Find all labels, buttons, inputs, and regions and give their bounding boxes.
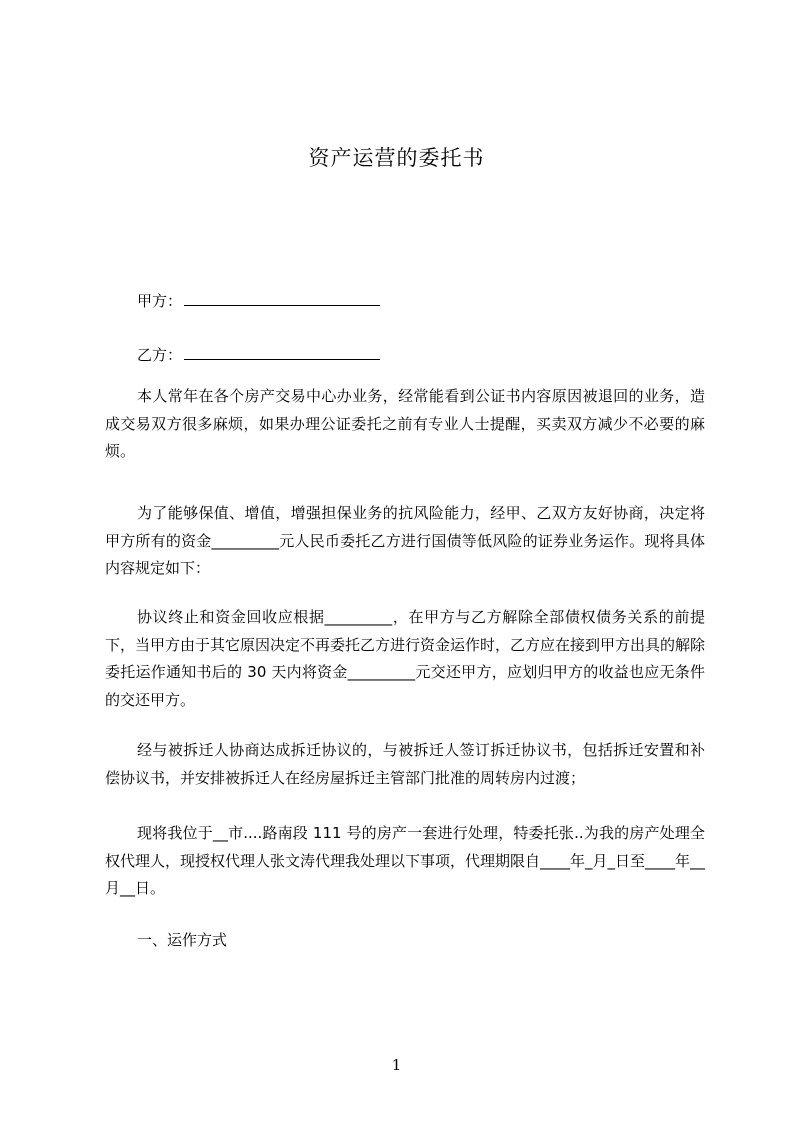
- document-title: 资产运营的委托书: [308, 146, 485, 170]
- paragraph-intro: 本人常年在各个房产交易中心办业务，经常能看到公证书内容原因被退回的业务，造成交易双方很多麻烦，如果办理公证委托之前有专业人士提醒，买卖双方减少不必要的麻烦。: [105, 387, 705, 460]
- paragraph-termination: 协议终止和资金回收应根据_________，在甲方与乙方解除全部债权债务关系的前提下，当甲方由于其它原因决定不再委托乙方进行资金运作时，乙方应在接到甲方出具的解除委托运作通知书后的 30 天内将资金_________元交还甲方，应划归甲方的收益也应无条件的交还甲方。: [105, 608, 706, 709]
- party-b-field: [137, 343, 380, 366]
- party-b-blank-line: [184, 343, 380, 360]
- party-b-label: 乙方：: [137, 346, 183, 364]
- section-heading: 一、运作方式: [137, 931, 228, 949]
- party-a-field: [137, 289, 380, 312]
- paragraph-purpose: 为了能够保值、增值，增强担保业务的抗风险能力，经甲、乙双方友好协商，决定将甲方所有的资金_________元人民币委托乙方进行国债等低风险的证券业务运作。现将具体内容规定如下：: [105, 504, 705, 577]
- party-a-blank-line: [184, 289, 380, 306]
- page-number: 1: [391, 1056, 402, 1074]
- paragraph-property: 现将我位于__市....路南段 111 号的房产一套进行处理，特委托张..为我的房产处理全权代理人，现授权代理人张文涛代理我处理以下事项，代理期限自____年_月_日至____年__月__日。: [105, 824, 706, 897]
- party-a-label: 甲方：: [137, 292, 183, 310]
- paragraph-relocation: 经与被拆迁人协商达成拆迁协议的，与被拆迁人签订拆迁协议书，包括拆迁安置和补偿协议书，并安排被拆迁人在经房屋拆迁主管部门批准的周转房内过渡；: [105, 741, 705, 787]
